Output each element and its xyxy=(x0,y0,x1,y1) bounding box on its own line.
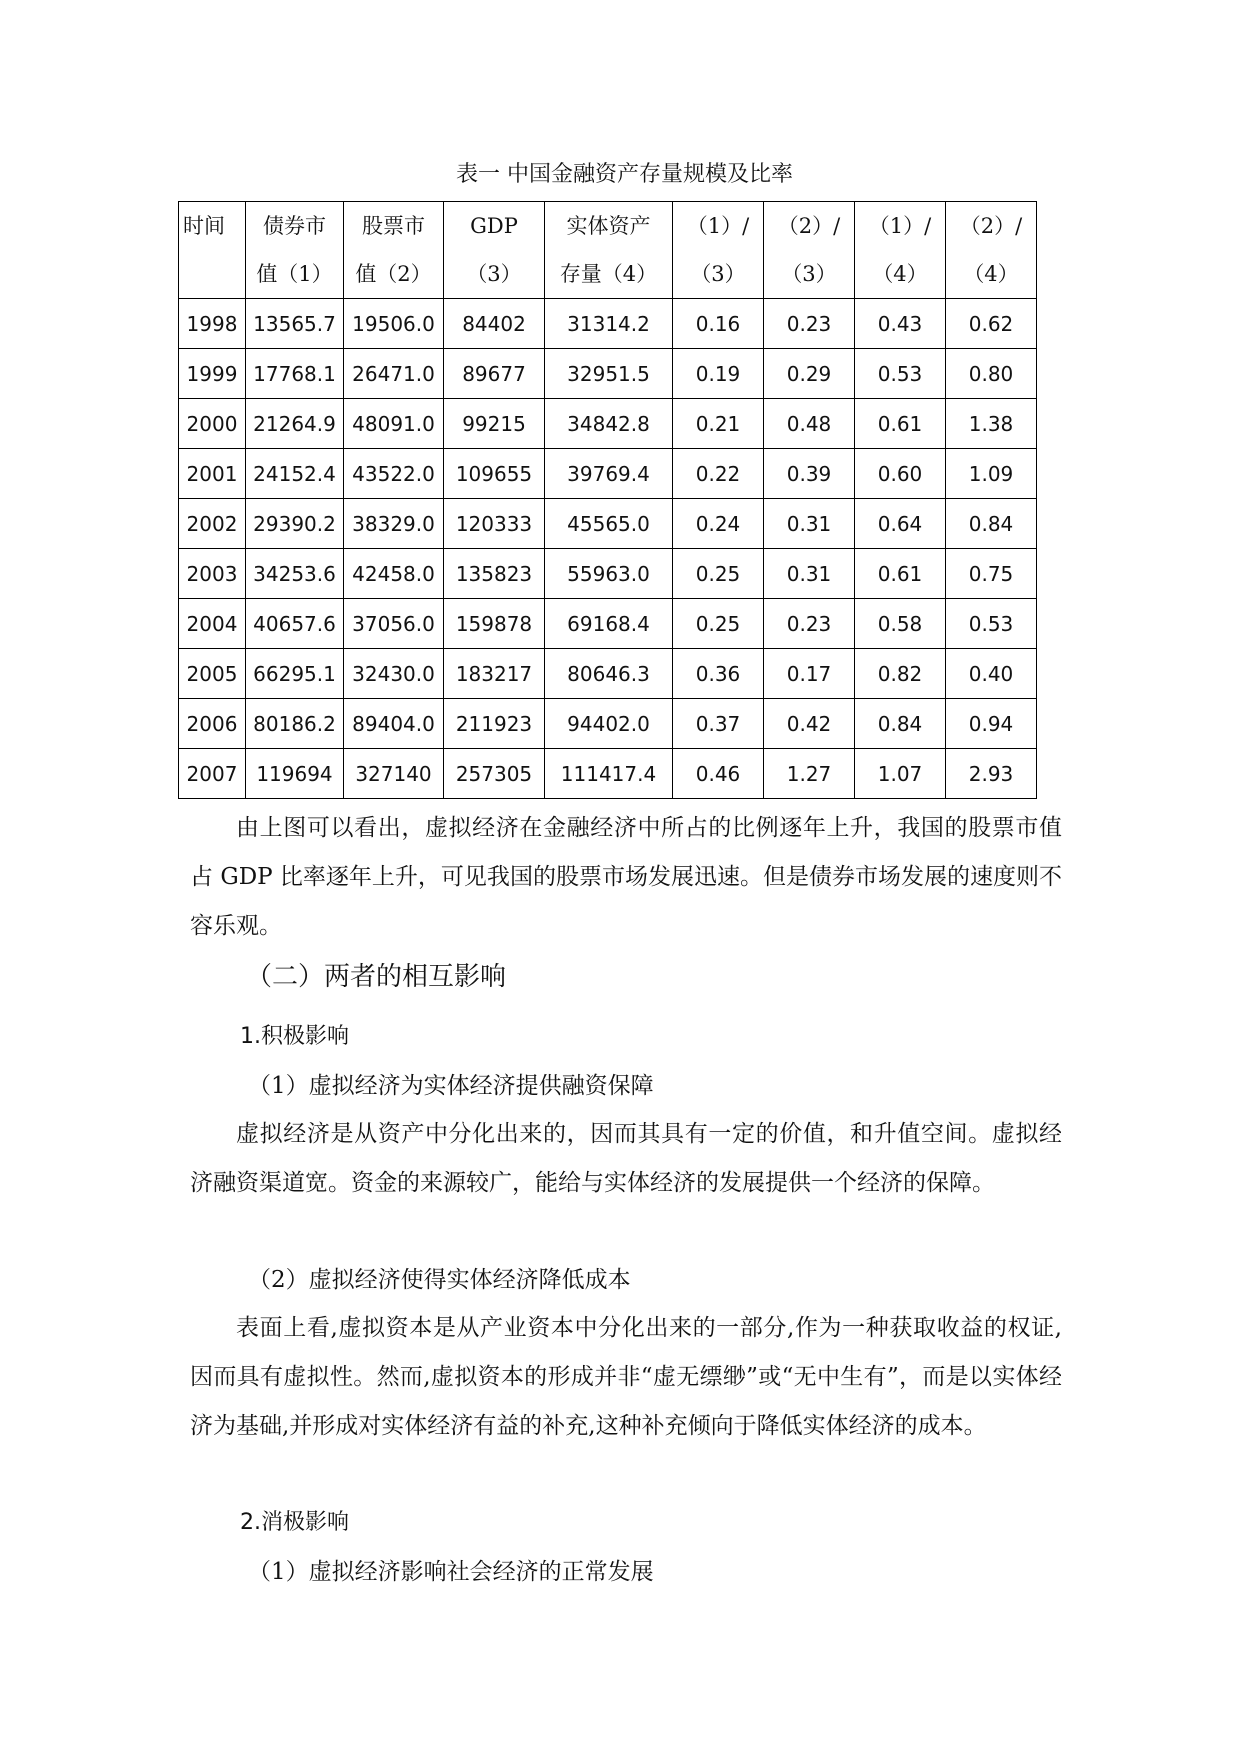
table-cell: 0.17 xyxy=(764,649,855,699)
table-row xyxy=(179,549,1037,599)
table-cell: 257305 xyxy=(444,749,545,799)
paragraph-financing: 虚拟经济是从资产中分化出来的，因而其具有一定的价值，和升值空间。虚拟经济融资渠道宽。资金的来源较广，能给与实体经济的发展提供一个经济的保障。 xyxy=(190,1121,1062,1196)
table-cell: 80186.2 xyxy=(246,699,344,749)
table-cell: 120333 xyxy=(444,499,545,549)
table-cell: 0.60 xyxy=(855,449,946,499)
table-cell: 84402 xyxy=(444,299,545,349)
table-cell: 211923 xyxy=(444,699,545,749)
header-cell: 股票市 值（2） xyxy=(344,202,444,299)
table-cell: 24152.4 xyxy=(246,449,344,499)
header-cell: 实体资产 存量（4） xyxy=(545,202,673,299)
table-cell: 0.19 xyxy=(673,349,764,399)
table-cell: 17768.1 xyxy=(246,349,344,399)
table-row xyxy=(179,649,1037,699)
table-row xyxy=(179,299,1037,349)
table-cell: 0.25 xyxy=(673,599,764,649)
header-cell: 时间 xyxy=(179,202,246,299)
item-heading: （2）虚拟经济使得实体经济降低成本 xyxy=(248,1267,631,1293)
table-cell: 0.36 xyxy=(673,649,764,699)
table-cell: 0.46 xyxy=(673,749,764,799)
table-cell: 1.07 xyxy=(855,749,946,799)
table-cell: 0.94 xyxy=(946,699,1037,749)
table-cell: 29390.2 xyxy=(246,499,344,549)
table-cell: 0.29 xyxy=(764,349,855,399)
table-cell: 0.23 xyxy=(764,299,855,349)
table-cell: 55963.0 xyxy=(545,549,673,599)
table-cell: 31314.2 xyxy=(545,299,673,349)
table-cell: 0.24 xyxy=(673,499,764,549)
table-cell: 45565.0 xyxy=(545,499,673,549)
table-cell: 327140 xyxy=(344,749,444,799)
table-cell: 0.39 xyxy=(764,449,855,499)
table-cell: 0.84 xyxy=(855,699,946,749)
header-cell: （2）/ （3） xyxy=(764,202,855,299)
table-cell: 26471.0 xyxy=(344,349,444,399)
table-cell: 1998 xyxy=(179,299,246,349)
section-heading: （二）两者的相互影响 xyxy=(246,962,507,992)
table-cell: 0.22 xyxy=(673,449,764,499)
table-cell: 43522.0 xyxy=(344,449,444,499)
table-cell: 34253.6 xyxy=(246,549,344,599)
header-cell: GDP （3） xyxy=(444,202,545,299)
table-cell: 0.82 xyxy=(855,649,946,699)
table-cell: 109655 xyxy=(444,449,545,499)
table-cell: 0.53 xyxy=(855,349,946,399)
table-cell: 0.31 xyxy=(764,549,855,599)
table-cell: 0.31 xyxy=(764,499,855,549)
paragraph-summary: 由上图可以看出，虚拟经济在金融经济中所占的比例逐年上升，我国的股票市值占 GDP 比率逐年上升，可见我国的股票市场发展迅速。但是债券市场发展的速度则不容乐观。 xyxy=(190,815,1062,939)
table-cell: 94402.0 xyxy=(545,699,673,749)
table-cell: 0.64 xyxy=(855,499,946,549)
table-cell: 0.21 xyxy=(673,399,764,449)
table-cell: 66295.1 xyxy=(246,649,344,699)
item-heading: （1）虚拟经济影响社会经济的正常发展 xyxy=(248,1559,654,1585)
table-cell: 0.40 xyxy=(946,649,1037,699)
table-row xyxy=(179,699,1037,749)
header-cell: （2）/ （4） xyxy=(946,202,1037,299)
table-cell: 0.23 xyxy=(764,599,855,649)
table-cell: 183217 xyxy=(444,649,545,699)
header-cell: 债券市 值（1） xyxy=(246,202,344,299)
table-cell: 1999 xyxy=(179,349,246,399)
table-cell: 19506.0 xyxy=(344,299,444,349)
table-cell: 32430.0 xyxy=(344,649,444,699)
table-row xyxy=(179,749,1037,799)
table-cell: 0.25 xyxy=(673,549,764,599)
table-cell: 0.84 xyxy=(946,499,1037,549)
table-cell: 2001 xyxy=(179,449,246,499)
table-cell: 69168.4 xyxy=(545,599,673,649)
table-cell: 13565.7 xyxy=(246,299,344,349)
table-row xyxy=(179,349,1037,399)
table-row xyxy=(179,449,1037,499)
table-cell: 0.48 xyxy=(764,399,855,449)
header-cell: （1）/ （3） xyxy=(673,202,764,299)
financial-assets-table xyxy=(178,201,1037,799)
table-cell: 42458.0 xyxy=(344,549,444,599)
table-cell: 37056.0 xyxy=(344,599,444,649)
table-cell: 119694 xyxy=(246,749,344,799)
table-cell: 39769.4 xyxy=(545,449,673,499)
header-cell: （1）/ （4） xyxy=(855,202,946,299)
table-row xyxy=(179,499,1037,549)
table-cell: 21264.9 xyxy=(246,399,344,449)
table-cell: 2004 xyxy=(179,599,246,649)
item-heading: （1）虚拟经济为实体经济提供融资保障 xyxy=(248,1073,654,1099)
table-body xyxy=(179,299,1037,799)
table-cell: 0.62 xyxy=(946,299,1037,349)
table-cell: 0.58 xyxy=(855,599,946,649)
table-cell: 2000 xyxy=(179,399,246,449)
table-cell: 2006 xyxy=(179,699,246,749)
table-cell: 1.09 xyxy=(946,449,1037,499)
table-cell: 99215 xyxy=(444,399,545,449)
table-cell: 0.75 xyxy=(946,549,1037,599)
table-cell: 0.37 xyxy=(673,699,764,749)
table-cell: 2007 xyxy=(179,749,246,799)
table-row xyxy=(179,599,1037,649)
table-cell: 89677 xyxy=(444,349,545,399)
subheading-positive: 1.积极影响 xyxy=(240,1024,349,1049)
table-cell: 2.93 xyxy=(946,749,1037,799)
table-cell: 32951.5 xyxy=(545,349,673,399)
table-row xyxy=(179,399,1037,449)
table-cell: 48091.0 xyxy=(344,399,444,449)
table-cell: 0.61 xyxy=(855,549,946,599)
paragraph-cost: 表面上看,虚拟资本是从产业资本中分化出来的一部分,作为一种获取收益的权证,因而具有虚拟性。然而,虚拟资本的形成并非“虚无缥缈”或“无中生有”，而是以实体经济为基础,并形成对实体经济有益的补充,这种补充倾向于降低实体经济的成本。 xyxy=(190,1315,1062,1439)
table-cell: 0.42 xyxy=(764,699,855,749)
table-cell: 159878 xyxy=(444,599,545,649)
table-cell: 2003 xyxy=(179,549,246,599)
table-cell: 111417.4 xyxy=(545,749,673,799)
table-caption: 表一 中国金融资产存量规模及比率 xyxy=(456,162,793,187)
table-cell: 80646.3 xyxy=(545,649,673,699)
table-cell: 0.61 xyxy=(855,399,946,449)
subheading-negative: 2.消极影响 xyxy=(240,1510,349,1535)
table-cell: 0.80 xyxy=(946,349,1037,399)
table-cell: 1.27 xyxy=(764,749,855,799)
table-cell: 0.43 xyxy=(855,299,946,349)
table-cell: 135823 xyxy=(444,549,545,599)
table-header-row xyxy=(179,202,1037,299)
table-cell: 0.16 xyxy=(673,299,764,349)
table-cell: 34842.8 xyxy=(545,399,673,449)
table-cell: 2005 xyxy=(179,649,246,699)
table-cell: 1.38 xyxy=(946,399,1037,449)
table-cell: 89404.0 xyxy=(344,699,444,749)
table-cell: 38329.0 xyxy=(344,499,444,549)
table-cell: 0.53 xyxy=(946,599,1037,649)
table-cell: 40657.6 xyxy=(246,599,344,649)
table-cell: 2002 xyxy=(179,499,246,549)
